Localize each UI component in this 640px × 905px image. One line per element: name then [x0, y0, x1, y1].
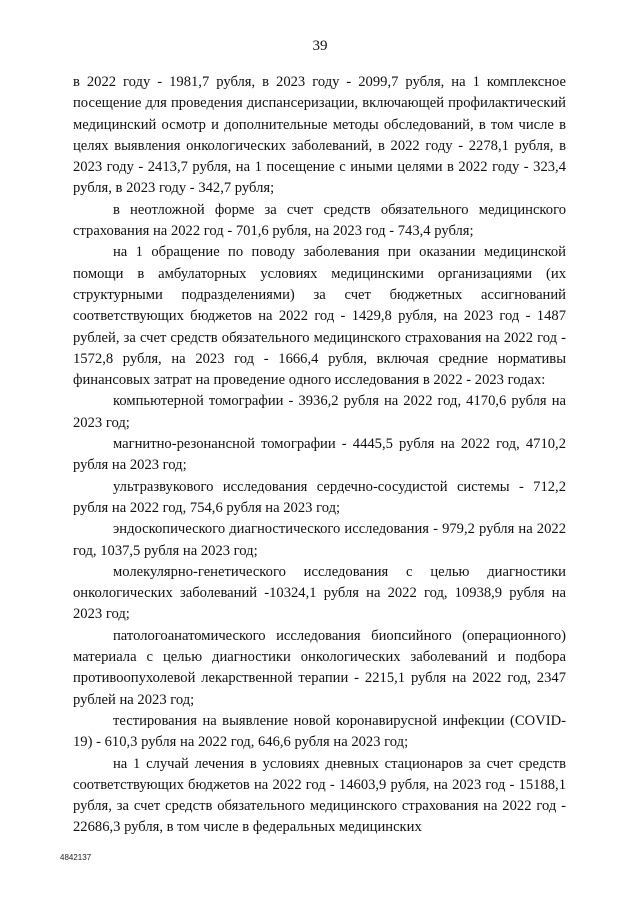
paragraph-9: патологоанатомического исследования биопсийного (операционного) материала с целью диагностики онкологических заболеваний и подбора противоопухолевой лекарственной терапии - 2215,1 рубля на 2022 год, 2347 рублей на 2023 год;	[73, 627, 566, 708]
paragraph-1: в 2022 году - 1981,7 рубля, в 2023 году - 2099,7 рубля, на 1 комплексное посещение для проведения диспансеризации, включающей профилактический медицинский осмотр и дополнительные методы обследований, в том числе в целях выявления онкологических заболеваний, в 2022 году - 2278,1 рубля, в 2023 году - 2413,7 рубля, на 1 посещение с иными целями в 2022 году - 323,4 рубля, в 2023 году - 342,7 рубля;	[73, 74, 566, 197]
paragraph-7: эндоскопического диагностического исследования - 979,2 рубля на 2022 год, 1037,5 рубля на 2023 год;	[73, 521, 566, 559]
paragraph-8: молекулярно-генетического исследования с целью диагностики онкологических заболеваний -10324,1 рубля на 2022 год, 10938,9 рубля на 2023 год;	[73, 563, 566, 623]
paragraph-3: на 1 обращение по поводу заболевания при оказании медицинской помощи в амбулаторных условиях медицинскими организациями (их структурными подразделениями) за счет бюджетных ассигнований соответствующих бюджетов на 2022 год - 1429,8 рубля, на 2023 год - 1487 рублей, за счет средств обязательного медицинского страхования на 2022 год - 1572,8 рубля, на 2023 год - 1666,4 рубля, включая средние нормативы финансовых затрат на проведение одного исследования в 2022 - 2023 годах:	[73, 244, 566, 389]
document-body	[73, 72, 566, 839]
paragraph-2: в неотложной форме за счет средств обязательного медицинского страхования на 2022 год - 701,6 рубля, на 2023 год - 743,4 рубля;	[73, 201, 566, 240]
document-code: 4842137	[60, 853, 92, 862]
paragraph-10: тестирования на выявление новой коронавирусной инфекции (COVID-19) - 610,3 рубля на 2022 год, 646,6 рубля на 2023 год;	[73, 712, 566, 751]
paragraph-6: ультразвукового исследования сердечно-сосудистой системы - 712,2 рубля на 2022 год, 754,6 рубля на 2023 год;	[73, 478, 566, 516]
paragraph-5: магнитно-резонансной томографии - 4445,5 рубля на 2022 год, 4710,2 рубля на 2023 год;	[73, 436, 566, 474]
paragraph-4: компьютерной томографии - 3936,2 рубля на 2022 год, 4170,6 рубля на 2023 год;	[73, 393, 566, 431]
paragraph-11: на 1 случай лечения в условиях дневных стационаров за счет средств соответствующих бюджетов на 2022 год - 14603,9 рубля, на 2023 год - 15188,1 рубля, за счет средств обязательного медицинского страхования на 2022 год - 22686,3 рубля, в том числе в федеральных медицинских	[73, 755, 566, 836]
page-number: 39	[312, 38, 328, 54]
